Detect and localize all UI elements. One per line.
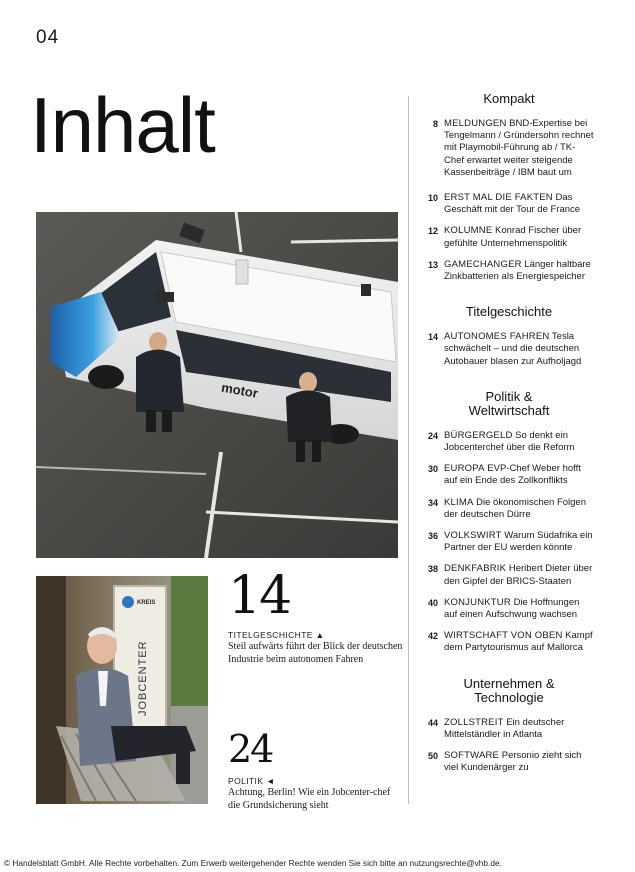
entry-kicker: ZOLLSTREIT [444, 716, 504, 728]
feature-teaser: Steil aufwärts führt der Blick der deutschen Industrie beim autonomen Fahren [228, 641, 403, 665]
entry-page: 38 [427, 564, 438, 575]
entry-text: Ein deutscher Mittelständler in Atlanta [444, 716, 565, 740]
entry-text: So denkt ein Jobcenterchef über die Reform [444, 429, 575, 454]
section-heading: Titelgeschichte [465, 304, 553, 320]
entry-kicker: KOLUMNE [444, 225, 493, 237]
toc-section-unternehmen [424, 677, 594, 775]
jobcenter-sign-text: JOBCENTER [137, 640, 149, 716]
toc-entry[interactable] [424, 563, 594, 587]
toc-section-politik [424, 390, 594, 655]
toc-entry[interactable] [424, 331, 594, 368]
entry-page: 42 [427, 631, 438, 642]
entry-text: Die ökonomischen Folgen der deutschen Dürre [444, 496, 586, 520]
entry-text: Personio zieht sich viel Kundenärger zu [444, 750, 582, 774]
entry-page: 44 [427, 717, 438, 728]
section-heading: Unternehmen & Technologie [463, 675, 555, 705]
entry-kicker: ERST MAL DIE FAKTEN [444, 192, 553, 204]
entry-page: 36 [427, 531, 438, 542]
entry-kicker: KLIMA [444, 496, 474, 508]
table-of-contents [424, 88, 594, 775]
toc-entry[interactable] [424, 530, 594, 554]
entry-page: 30 [427, 464, 438, 475]
entry-page: 10 [427, 193, 438, 204]
feature-teaser: Achtung, Berlin! Wie ein Jobcenter-chef die Grundsicherung sieht [228, 787, 391, 811]
entry-kicker: EUROPA [444, 463, 485, 475]
page-number: 04 [36, 27, 60, 48]
entry-page: 40 [427, 597, 438, 608]
page-title: Inhalt [30, 81, 215, 169]
section-heading: Kompakt [483, 91, 535, 106]
feature-kicker: TITELGESCHICHTE ▲ [228, 630, 325, 640]
toc-section-titelgeschichte [424, 305, 594, 368]
toc-entry[interactable] [424, 225, 594, 249]
entry-kicker: VOLKSWIRT [444, 530, 502, 542]
entry-kicker: DENKFABRIK [444, 563, 507, 575]
entry-kicker: AUTONOMES FAHREN [444, 331, 550, 343]
column-divider [408, 96, 409, 804]
entry-text: Tesla schwächelt – und die deutschen Autobauer blasen zur Aufholjagd [444, 331, 582, 367]
feature-page-number: 24 [228, 727, 273, 771]
sign-logo-text: KREIS [137, 600, 156, 606]
entry-text: Heribert Dieter über den Gipfel der BRICS-Staaten [444, 563, 593, 587]
entry-text: Die Hoffnungen auf einen Aufschwung wachsen [444, 596, 580, 621]
entry-page: 14 [427, 332, 438, 343]
toc-entry[interactable] [424, 430, 594, 454]
entry-kicker: KONJUNKTUR [444, 596, 511, 608]
feature-kicker: POLITIK ◄ [228, 776, 275, 786]
autonomous-van-photo [36, 212, 398, 558]
entry-page: 34 [427, 497, 438, 508]
entry-page: 8 [432, 119, 438, 129]
entry-text: EVP-Chef Weber hofft auf ein Ende des Zollkonflikts [444, 463, 581, 487]
entry-text: Konrad Fischer über gefühlte Unternehmenspolitik [444, 225, 582, 249]
feature-politics[interactable] [228, 727, 404, 812]
toc-entry[interactable] [424, 259, 594, 283]
feature-page-number: 14 [228, 566, 291, 626]
toc-section-kompakt [424, 92, 594, 283]
copyright-footer: © Handelsblatt GmbH. Alle Rechte vorbehalten. Zum Erwerb weitergehender Rechte wenden Sie sich bitte an nutzungsrechte@vhb.de. [4, 858, 502, 868]
jobcenter-portrait-photo [36, 576, 208, 804]
toc-entry[interactable] [424, 717, 594, 741]
entry-kicker: BÜRGERGELD [444, 429, 513, 441]
entry-text: Warum Südafrika ein Partner der EU werden könnte [444, 530, 593, 554]
entry-text: Länger haltbare Zinkbatterien als Energiespeicher [444, 258, 591, 283]
entry-text: BND-Expertise bei Tengelmann / Gründersohn rechnet mit Playmobil-Führung ab / TK-Chef erwartet weiter steigende Kassenbeiträge / IBM baut um [444, 118, 594, 178]
feature-cover-story[interactable] [228, 566, 404, 666]
entry-text: Das Geschäft mit der Tour de France [444, 192, 581, 216]
toc-entry[interactable] [424, 750, 594, 774]
toc-entry[interactable] [424, 463, 594, 487]
section-heading: Politik & Weltwirtschaft [468, 388, 550, 418]
toc-entry[interactable] [424, 118, 594, 179]
entry-page: 12 [427, 226, 438, 237]
toc-entry[interactable] [424, 497, 594, 521]
entry-page: 13 [427, 259, 438, 270]
entry-kicker: SOFTWARE [444, 750, 500, 762]
toc-entry[interactable] [424, 597, 594, 621]
toc-entry[interactable] [424, 192, 594, 216]
entry-text: Kampf dem Partytourismus auf Mallorca [444, 630, 593, 654]
entry-kicker: MELDUNGEN [444, 118, 507, 129]
toc-entry[interactable] [424, 630, 594, 654]
entry-page: 50 [427, 751, 438, 762]
entry-kicker: WIRTSCHAFT VON OBEN [444, 630, 563, 642]
entry-kicker: GAMECHANGER [444, 258, 522, 270]
van-brand-text: motor [220, 379, 260, 401]
entry-page: 24 [427, 430, 438, 441]
